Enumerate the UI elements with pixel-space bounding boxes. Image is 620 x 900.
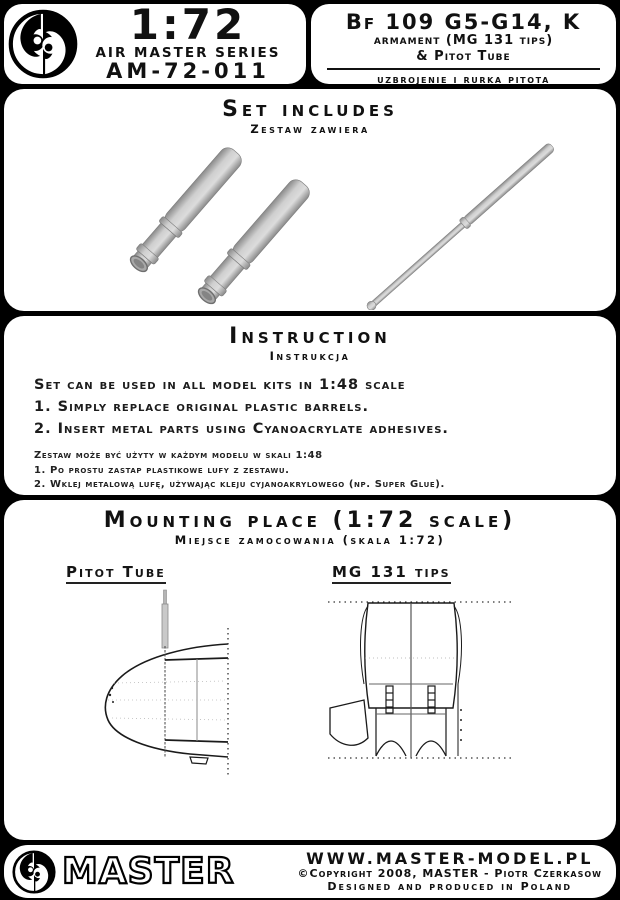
instruction-pl-line-2: 1. Po prostu zastap plastikowe lufy z zestawu. [34,464,290,476]
master-logo-icon [8,9,78,79]
mounting-title: Mounting place (1:72 scale) [103,508,517,533]
title-box [311,4,616,87]
footer [4,845,616,898]
mg131-figure-label: MG 131 tips [332,563,451,584]
brand-box [4,0,306,84]
instruction-en-line-3: 2. Insert metal parts using Cyanoacrylate adhesives. [34,420,449,437]
title-divider [327,68,600,70]
origin-line: Designed and produced in Poland [327,879,573,893]
footer-info [298,850,605,894]
mg131-tip-left [386,686,393,713]
pitot-figure-label: Pitot Tube [66,563,166,584]
scale-label: 1:72 [129,0,247,49]
instruction-title-polish: Instrukcja [269,349,351,363]
set-includes-section [4,89,616,311]
master-logo-icon [12,850,56,894]
product-code: AM-72-011 [106,59,270,84]
metal-parts-photo [4,138,616,310]
instruction-pl-line-3: 2. Wklej metalową lufę, używając kleju cyjanoakrylowego (np. Super Glue). [34,479,445,491]
copyright-line: ©Copyright 2008, MASTER - Piotr Czerkasow [297,867,602,881]
master-wordmark: MASTER [62,850,235,892]
brand-text [78,0,298,84]
parts-photo [4,138,616,310]
set-includes-title: Set includes [222,97,398,122]
instruction-en-line-1: Set can be used in all model kits in 1:48 scale [34,377,406,393]
product-subtitle-1: armament (MG 131 tips) [373,33,554,49]
product-subtitle-2: & Pitot Tube [416,48,511,64]
pitot-figure [50,553,280,808]
pitot-mounting-drawing [50,588,260,808]
mounting-title-polish: Miejsce zamocowania (skala 1:72) [174,533,446,547]
website-url: WWW.MASTER-MODEL.PL [306,848,594,868]
product-title-polish: uzbrojenie i rurka pitota [377,73,550,87]
product-title: Bf 109 G5-G14, K [345,10,582,34]
header [4,0,616,87]
instruction-en-line-2: 1. Simply replace original plastic barrels. [34,398,370,415]
instruction-polish [34,449,616,493]
instruction-pl-line-1: Zestaw może być użyty w każdym modelu w skali 1:48 [34,450,323,462]
mg131-mounting-drawing [316,588,526,808]
mg131-figure [316,553,546,808]
pitot-tube-photo [364,142,556,310]
mounting-section [4,500,616,840]
instruction-section [4,316,616,495]
instruction-title: Instruction [229,324,391,349]
mg131-tip-right [428,686,435,713]
mounting-figures [4,553,616,808]
series-label: AIR MASTER SERIES [95,44,281,61]
set-includes-title-polish: Zestaw zawiera [250,122,370,136]
instruction-english [34,375,616,440]
